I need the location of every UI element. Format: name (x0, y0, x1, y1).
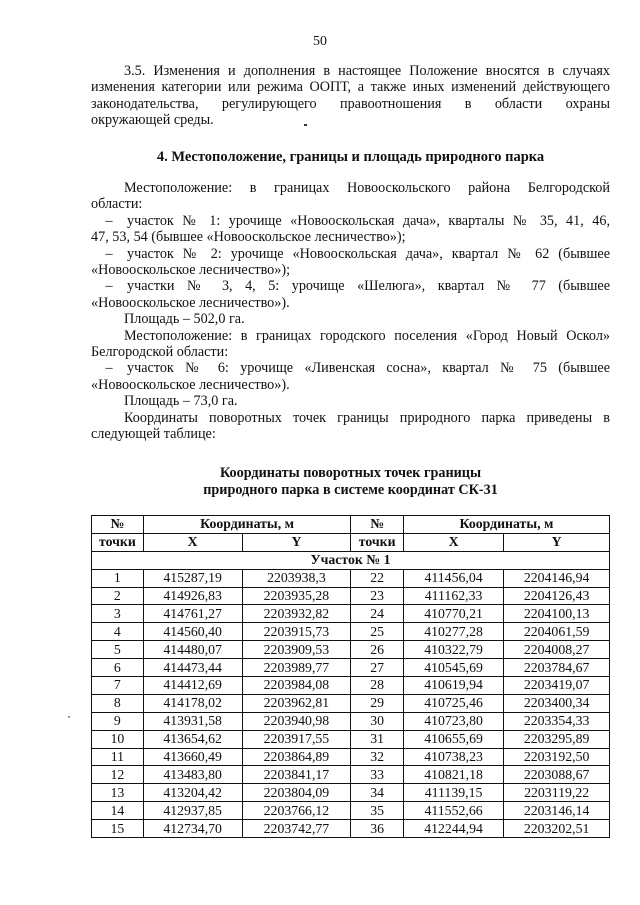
cell-x: 410277,28 (403, 623, 503, 641)
header-x: X (143, 533, 242, 551)
cell-y: 2203864,89 (242, 748, 351, 766)
cell-x: 414926,83 (143, 587, 242, 605)
cell-x: 412937,85 (143, 802, 242, 820)
table-row (92, 784, 610, 802)
cell-x: 410655,69 (403, 730, 503, 748)
text-line: окружающей среды. (91, 112, 214, 129)
cell-point-no: 29 (351, 694, 404, 712)
cell-point-no: 35 (351, 802, 404, 820)
cell-x: 411162,33 (403, 587, 503, 605)
cell-x: 415287,19 (143, 569, 242, 587)
scan-speck (68, 716, 70, 718)
cell-y: 2203088,67 (504, 766, 610, 784)
cell-y: 2204126,43 (504, 587, 610, 605)
page-number: 50 (313, 34, 327, 49)
cell-point-no: 28 (351, 677, 404, 695)
cell-y: 2203146,14 (504, 802, 610, 820)
header-point: точки (92, 533, 144, 551)
cell-point-no: 6 (92, 659, 144, 677)
cell-x: 411456,04 (403, 569, 503, 587)
text-line: участок № 2: урочище «Новооскольская дача», квартал № 62 (бывшее (127, 245, 610, 262)
table-row (92, 605, 610, 623)
cell-x: 414178,02 (143, 694, 242, 712)
table-body (92, 569, 610, 837)
table-row (92, 677, 610, 695)
cell-x: 410723,80 (403, 712, 503, 730)
cell-x: 410619,94 (403, 677, 503, 695)
cell-point-no: 36 (351, 820, 404, 838)
cell-point-no: 30 (351, 712, 404, 730)
cell-x: 414412,69 (143, 677, 242, 695)
cell-y: 2203192,50 (504, 748, 610, 766)
cell-point-no: 24 (351, 605, 404, 623)
table-row (92, 587, 610, 605)
dash-marker: – (105, 245, 113, 262)
cell-y: 2204100,13 (504, 605, 610, 623)
list-item (91, 360, 610, 376)
scan-speck (304, 124, 307, 126)
header-x: X (403, 533, 503, 551)
cell-x: 414480,07 (143, 641, 242, 659)
cell-point-no: 14 (92, 802, 144, 820)
cell-y: 2203915,73 (242, 623, 351, 641)
cell-y: 2203935,28 (242, 587, 351, 605)
dash-marker: – (105, 360, 113, 377)
cell-y: 2203940,98 (242, 712, 351, 730)
table-row (92, 766, 610, 784)
cell-y: 2203295,89 (504, 730, 610, 748)
paragraph-3-5 (91, 63, 610, 129)
table-row (92, 569, 610, 587)
header-no: № (351, 516, 404, 534)
text-line: «Новооскольское лесничество»). (91, 294, 290, 311)
cell-x: 414560,40 (143, 623, 242, 641)
table-row (92, 820, 610, 838)
cell-y: 2203766,12 (242, 802, 351, 820)
text-line: «Новооскольское лесничество»); (91, 262, 291, 279)
cell-point-no: 32 (351, 748, 404, 766)
cell-x: 411552,66 (403, 802, 503, 820)
cell-point-no: 12 (92, 766, 144, 784)
caption-line: Координаты поворотных точек границы (219, 465, 482, 481)
section-title: 4. Местоположение, границы и площадь природного парка (156, 149, 545, 165)
text-line: участок № 1: урочище «Новооскольская дача», кварталы № 35, 41, 46, (127, 212, 610, 229)
header-coords: Координаты, м (143, 516, 351, 534)
section-label: Участок № 1 (92, 551, 610, 569)
cell-y: 2203909,53 (242, 641, 351, 659)
text-line: 47, 53, 54 (бывшее «Новооскольское лесничество»); (91, 229, 406, 246)
cell-y: 2203932,82 (242, 605, 351, 623)
cell-point-no: 31 (351, 730, 404, 748)
table-row (92, 659, 610, 677)
header-coords: Координаты, м (403, 516, 609, 534)
list-item (91, 246, 610, 262)
area-text: Площадь – 502,0 га. (124, 311, 245, 328)
cell-x: 414473,44 (143, 659, 242, 677)
header-no: № (92, 516, 144, 534)
cell-point-no: 27 (351, 659, 404, 677)
text-line: области: (91, 196, 143, 213)
dash-marker: – (105, 278, 113, 295)
location-block (91, 180, 610, 443)
cell-x: 413660,49 (143, 748, 242, 766)
cell-y: 2203938,3 (242, 569, 351, 587)
cell-x: 413654,62 (143, 730, 242, 748)
cell-y: 2203989,77 (242, 659, 351, 677)
table-row (92, 748, 610, 766)
cell-y: 2203202,51 (504, 820, 610, 838)
table-header-row (92, 516, 610, 534)
text-line: участки № 3, 4, 5: урочище «Шелюга», квартал № 77 (бывшее (127, 278, 610, 295)
cell-point-no: 25 (351, 623, 404, 641)
cell-x: 410821,18 (403, 766, 503, 784)
text-line: изменения категории или режима ООПТ, а также иных изменений действующего (91, 79, 610, 96)
cell-x: 410770,21 (403, 605, 503, 623)
header-point: точки (351, 533, 404, 551)
text-line: следующей таблице: (91, 426, 216, 443)
cell-x: 412734,70 (143, 820, 242, 838)
cell-x: 411139,15 (403, 784, 503, 802)
cell-point-no: 23 (351, 587, 404, 605)
table-row (92, 712, 610, 730)
header-y: Y (242, 533, 351, 551)
table-row (92, 623, 610, 641)
cell-point-no: 11 (92, 748, 144, 766)
cell-x: 413483,80 (143, 766, 242, 784)
cell-point-no: 34 (351, 784, 404, 802)
text-line: Местоположение: в границах Новооскольского района Белгородской (124, 180, 610, 196)
list-item (91, 213, 610, 229)
cell-point-no: 8 (92, 694, 144, 712)
table-row (92, 730, 610, 748)
cell-x: 410738,23 (403, 748, 503, 766)
cell-y: 2203984,08 (242, 677, 351, 695)
cell-point-no: 26 (351, 641, 404, 659)
cell-point-no: 13 (92, 784, 144, 802)
cell-point-no: 4 (92, 623, 144, 641)
section-row (92, 551, 610, 569)
cell-y: 2203419,07 (504, 677, 610, 695)
cell-x: 412244,94 (403, 820, 503, 838)
cell-y: 2203354,33 (504, 712, 610, 730)
cell-point-no: 22 (351, 569, 404, 587)
list-item (91, 278, 610, 294)
cell-x: 413931,58 (143, 712, 242, 730)
cell-y: 2203841,17 (242, 766, 351, 784)
cell-point-no: 7 (92, 677, 144, 695)
table-caption (91, 465, 610, 499)
cell-point-no: 2 (92, 587, 144, 605)
cell-point-no: 5 (92, 641, 144, 659)
cell-x: 414761,27 (143, 605, 242, 623)
cell-y: 2203917,55 (242, 730, 351, 748)
text-line: законодательства, регулирующего правоотношения в области охраны (91, 95, 610, 112)
cell-point-no: 33 (351, 766, 404, 784)
table-row (92, 802, 610, 820)
cell-x: 410545,69 (403, 659, 503, 677)
text-line: Белгородской области: (91, 344, 229, 361)
cell-point-no: 1 (92, 569, 144, 587)
cell-y: 2204061,59 (504, 623, 610, 641)
text-line: 3.5. Изменения и дополнения в настоящее Положение вносятся в случаях (124, 63, 610, 79)
table-header-row (92, 533, 610, 551)
text-line: Координаты поворотных точек границы природного парка приведены в (124, 409, 610, 426)
cell-y: 2203804,09 (242, 784, 351, 802)
cell-x: 413204,42 (143, 784, 242, 802)
text-line: Местоположение: в границах городского поселения «Город Новый Оскол» (124, 327, 610, 344)
area-text: Площадь – 73,0 га. (124, 393, 238, 410)
cell-point-no: 15 (92, 820, 144, 838)
cell-x: 410322,79 (403, 641, 503, 659)
dash-marker: – (105, 212, 113, 229)
cell-y: 2204146,94 (504, 569, 610, 587)
cell-y: 2203400,34 (504, 694, 610, 712)
cell-point-no: 9 (92, 712, 144, 730)
cell-y: 2204008,27 (504, 641, 610, 659)
caption-line: природного парка в системе координат СК-31 (203, 482, 498, 498)
cell-y: 2203784,67 (504, 659, 610, 677)
cell-y: 2203742,77 (242, 820, 351, 838)
cell-x: 410725,46 (403, 694, 503, 712)
cell-y: 2203962,81 (242, 694, 351, 712)
table-row (92, 641, 610, 659)
text-line: участок № 6: урочище «Ливенская сосна», квартал № 75 (бывшее (127, 360, 610, 377)
cell-y: 2203119,22 (504, 784, 610, 802)
coordinates-table (91, 515, 610, 838)
header-y: Y (504, 533, 610, 551)
table-row (92, 694, 610, 712)
text-line: «Новооскольское лесничество»). (91, 376, 290, 393)
cell-point-no: 3 (92, 605, 144, 623)
cell-point-no: 10 (92, 730, 144, 748)
